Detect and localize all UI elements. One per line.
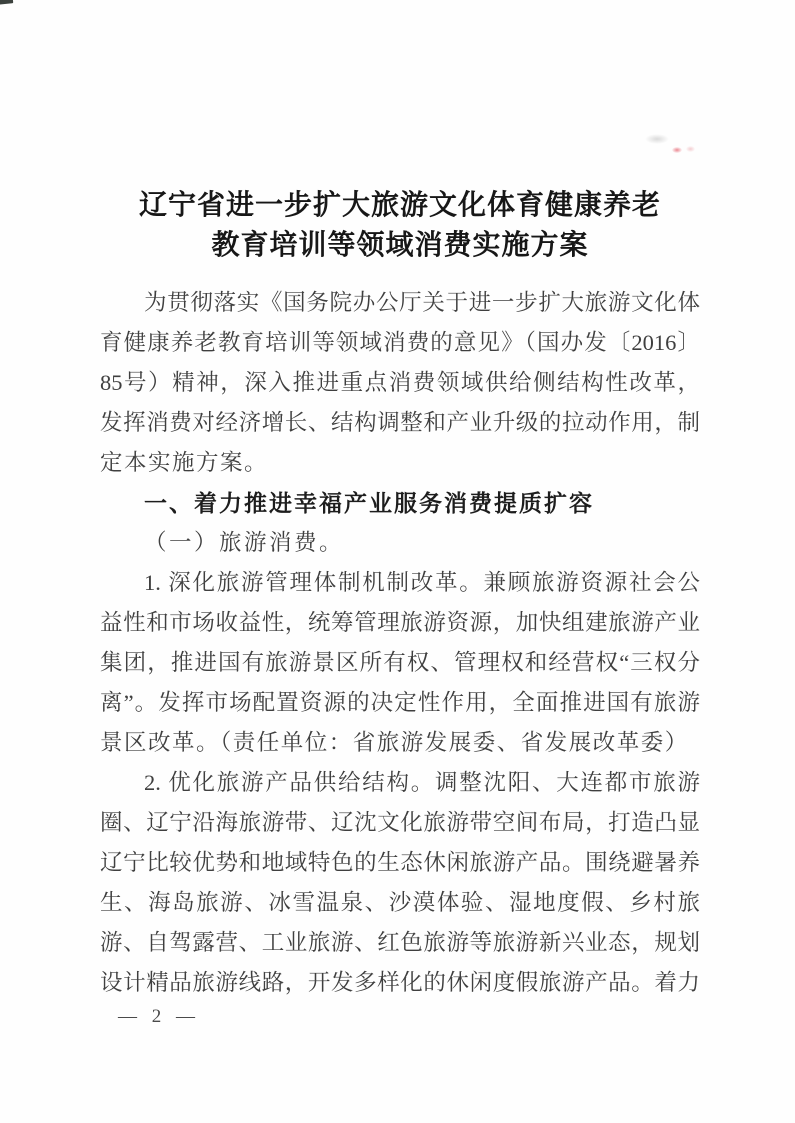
item-2-paragraph-line: 生、海岛旅游、冰雪温泉、沙漠体验、湿地度假、乡村旅: [100, 890, 700, 915]
intro-paragraph-line: 发挥消费对经济增长、结构调整和产业升级的拉动作用，制: [100, 410, 700, 435]
intro-paragraph-line: 育健康养老教育培训等领域消费的意见》（国办发〔2016〕: [100, 330, 700, 355]
intro-paragraph-line: 85号）精神，深入推进重点消费领域供给侧结构性改革，: [100, 370, 700, 395]
section-1-heading: 一、着力推进幸福产业服务消费提质扩容: [144, 490, 594, 516]
scan-corner-artifact: [0, 0, 13, 5]
scan-smudge-gray: [645, 134, 669, 144]
item-1-paragraph-line: 1. 深化旅游管理体制机制改革。兼顾旅游资源社会公: [144, 570, 700, 595]
item-2-paragraph-line: 圈、辽宁沿海旅游带、辽沈文化旅游带空间布局，打造凸显: [100, 810, 700, 835]
intro-paragraph-line: 为贯彻落实《国务院办公厅关于进一步扩大旅游文化体: [144, 290, 700, 315]
item-1-paragraph-line: 离”。发挥市场配置资源的决定性作用，全面推进国有旅游: [100, 690, 700, 715]
intro-paragraph-line: 定本实施方案。: [100, 450, 269, 475]
document-title: [100, 186, 700, 266]
subsection-1-heading: （一）旅游消费。: [144, 530, 345, 555]
item-2-paragraph-line: 游、自驾露营、工业旅游、红色旅游等旅游新兴业态，规划: [100, 930, 700, 955]
scan-smudge-pink: [686, 146, 695, 152]
item-2-paragraph-line: 辽宁比较优势和地域特色的生态休闲旅游产品。围绕避暑养: [100, 850, 700, 875]
item-2-paragraph-line: 2. 优化旅游产品供给结构。调整沈阳、大连都市旅游: [144, 770, 700, 795]
item-1-paragraph-line: 集团，推进国有旅游景区所有权、管理权和经营权“三权分: [100, 650, 700, 675]
document-body: [100, 283, 700, 1003]
scan-smudge-red: [672, 147, 682, 153]
page-number: — 2 —: [118, 1006, 200, 1027]
item-1-paragraph-line: 益性和市场收益性，统筹管理旅游资源，加快组建旅游产业: [100, 610, 700, 635]
document-title-line2: 教育培训等领域消费实施方案: [211, 230, 589, 261]
document-title-line1: 辽宁省进一步扩大旅游文化体育健康养老: [138, 190, 661, 221]
item-2-paragraph-line: 设计精品旅游线路，开发多样化的休闲度假旅游产品。着力: [100, 970, 700, 995]
item-1-paragraph-line: 景区改革。（责任单位：省旅游发展委、省发展改革委）: [100, 730, 689, 755]
